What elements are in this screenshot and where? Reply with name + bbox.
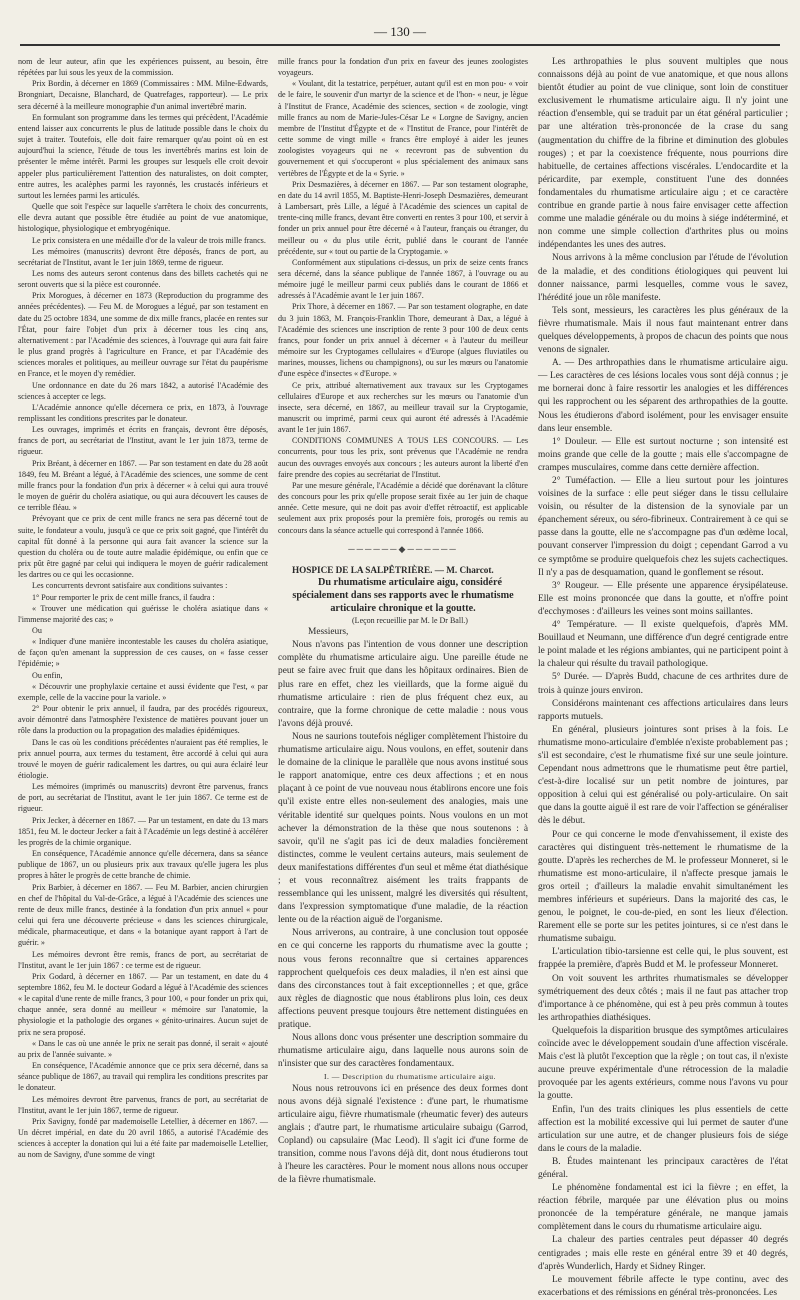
lecture-note: (Leçon recueillie par M. le Dr Ball.) [352, 616, 468, 626]
paragraph: A. — Des arthropathies dans le rhumatisme articulaire aigu. — Les caractères de ces lésions locales vous sont déjà connus ; je me bornerai donc à faire ressortir les analogies et les différences qui les rapprochent ou les séparent des arthropathies de la goutte. Nous les étudierons d'abord isolément, pour les envisager ensuite dans leur ensemble. [538, 358, 788, 434]
paragraph: Prévoyant que ce prix de cent mille francs ne sera pas décerné tout de suite, le fondateur a voulu, jusqu'à ce que ce prix soit gagné, que l'intérêt du capital fût donné à la personne qui aura fait avancer la science sur la question du choléra ou de toute autre maladie épidémique, ou enfin que ce prix pût être gagné par celui qui indiquera le moyen de guérir radicalement les dartres ou ce qui les occasionne. [18, 514, 268, 580]
paragraph: Les mémoires devront être parvenus, francs de port, au secrétariat de l'Institut, avant le 1er juin 1867, terme de rigueur. [18, 1094, 268, 1115]
hospital-heading [278, 565, 528, 576]
paragraph: « Découvrir une prophylaxie certaine et aussi évidente que l'est, « par exemple, celle de la vaccine pour la variole. » [18, 681, 268, 702]
paragraph: Les mémoires (imprimés ou manuscrits) devront être parvenus, francs de port, au secrétariat de l'Institut, avant le 1er juin 1867. Ce terme est de rigueur. [18, 782, 268, 814]
paragraph: En formulant son programme dans les termes qui précèdent, l'Académie entend laisser aux concurrents le plus de latitude possible dans le choix du sujet à traiter. Toutefois, elle doit faire remarquer qu'au point où en est aujourd'hui la science, l'étude de tous les invertébrés marins est loin de présenter le même intérêt. Parmi les groupes sur lesquels elle croit devoir appeler plus particulièrement l'attention des naturalistes, on doit compter, entre autres, les acalèphes parmi les rayonnés, les crustacés inférieurs et surtout les lernées parmi les articulés. [18, 112, 268, 200]
paragraph: Ou [32, 625, 42, 635]
paragraph: Prix Morogues, à décerner en 1873 (Reproduction du programme des années précédentes). — Feu M. de Morogues a légué, par son testament en date du 25 octobre 1834, une somme de dix mille francs, placée en rentes sur l'État, pour faire l'objet d'un prix à décerner tous les cinq ans, alternativement : par l'Académie des sciences, à l'ouvrage qui aura fait faire le plus grand progrès à l'agriculture en France, et par l'Académie des sciences morales et politiques, au meilleur ouvrage sur l'état du paupérisme en France, et le moyen d'y remédier. [18, 291, 268, 379]
paragraph: Les mémoires (manuscrits) devront être déposés, francs de port, au secrétariat de l'Institut, avant le 1er juin 1869, terme de rigueur. [18, 246, 268, 267]
text-columns [18, 56, 788, 1298]
paragraph: Prix Godard, à décerner en 1867. — Par un testament, en date du 4 septembre 1862, feu M. le docteur Godard a légué à l'Académie des sciences « le capital d'une rente de mille francs, 3 pour 100, « pour fonder un prix qui, chaque année, sera donné au meilleur « mémoire sur l'anatomie, la physiologie et la pathologie des organes « génito-urinaires. Aucun sujet de prix ne sera proposé. [18, 971, 268, 1037]
paragraph: B. Études maintenant les principaux caractères de l'état général. [538, 1156, 788, 1180]
column-right [538, 56, 788, 1298]
paragraph: CONDITIONS COMMUNES A TOUS LES CONCOURS. — Les concurrents, pour tous les prix, sont prévenus que l'Académie ne rendra aucun des ouvrages envoyés aux concours ; les auteurs auront la liberté d'en faire prendre des copies au secrétariat de l'Institut. [278, 436, 528, 479]
paragraph: Le prix consistera en une médaille d'or de la valeur de trois mille francs. [32, 235, 266, 245]
paragraph: 2° Pour obtenir le prix annuel, il faudra, par des procédés rigoureux, avoir démontré dans l'atmosphère l'existence de matières pouvant jouer un rôle dans la production ou la propagation des maladies épidémiques. [18, 704, 268, 736]
paragraph: On voit souvent les arthrites rhumatismales se développer symétriquement des deux côtés ; mais il ne faut pas attacher trop d'importance à ce phénomène, qui est à peu près commun à toutes les arthropathies diathésiques. [538, 973, 788, 1023]
paragraph: Nous ne saurions toutefois négliger complètement l'histoire du rhumatisme articulaire aigu. Nous voulons, en effet, soutenir dans le domaine de la clinique le parallèle que nous avons institué sous le rapport anatomique, entre ces deux affections ; et en nous plaçant à ce point de vue nouveau nous établirons encore une fois qu'il existe entre elles non-seulement des analogies, mais une véritable identité sur quelques points. Nous voulons en un mot achever la démonstration de la thèse que nous soutenons : à savoir, qu'il ne s'agit pas ici de deux maladies foncièrement distinctes, comme le veulent certains auteurs, mais seulement de deux manifestations différentes d'un seul et même état diathésique ; et vous reconnaîtrez aisément les traits frappants de ressemblance qui les unissent, malgré les diversités qui résultent, dans l'expression symptomatique d'une maladie, de la réaction lente ou de la réaction aiguë de l'organisme. [278, 731, 528, 926]
paragraph: La chaleur des parties centrales peut dépasser 40 degrés centigrades ; mais elle reste en général entre 39 et 40 degrés, d'après Wunderlich, Hardy et Sidney Ringer. [538, 1235, 788, 1272]
paragraph: Ce prix, attribué alternativement aux travaux sur les Cryptogames cellulaires d'Europe et aux recherches sur les mœurs ou l'anatomie d'un insecte, sera décerné, en 1867, au meilleur travail sur la Cryptogamie, manuscrit ou imprimé, parmi ceux qui auront été adressés à l'Académie avant le 1er juin 1867. [278, 380, 528, 435]
hospital-name: HOSPICE DE LA SALPÊTRIÈRE. [292, 564, 433, 575]
paragraph: Prix Jecker, à décerner en 1867. — Par un testament, en date du 13 mars 1851, feu M. le docteur Jecker a fait à l'Académie un legs destiné à accélérer les progrès de la chimie organique. [18, 815, 268, 847]
paragraph: Par une mesure générale, l'Académie a décidé que dorénavant la clôture des concours pour les prix qu'elle propose serait fixée au 1er juin de chaque année. Cette mesure, qui ne doit pas avoir d'effet rétroactif, est applicable seulement aux prix proposés pour la première fois, prorogés ou remis au concours dans la séance actuelle qui correspond à l'année 1866. [278, 480, 528, 535]
paragraph: 3° Rougeur. — Elle présente une apparence érysipélateuse. Elle est moins prononcée que dans la goutte, et n'offre point d'ecchymoses : d'ailleurs les veines sont moins saillantes. [538, 580, 788, 617]
paragraph: En conséquence, l'Académie annonce qu'elle décernera, dans sa séance publique de 1867, un ou plusieurs prix aux travaux qu'elle jugera les plus propres à hâter le progrès de cette branche de chimie. [18, 849, 268, 881]
paragraph: Les mémoires devront être remis, francs de port, au secrétariat de l'Institut, avant le 1er juin 1867 : ce terme est de rigueur. [18, 949, 268, 970]
paragraph: « Trouver une médication qui guérisse le choléra asiatique dans « l'immense majorité des cas; » [18, 603, 268, 624]
column-middle [278, 56, 528, 1186]
paragraph: Une ordonnance en date du 26 mars 1842, a autorisé l'Académie des sciences à accepter ce legs. [18, 380, 268, 401]
paragraph: Tels sont, messieurs, les caractères les plus généraux de la fièvre rhumatismale. Mais il nous faut maintenant entrer dans quelques développements, à propos de chacun des points que nous venons de signaler. [538, 305, 788, 356]
lecturer-name: — M. Charcot. [434, 564, 494, 575]
paragraph: « Indiquer d'une manière incontestable les causes du choléra asiatique, de façon qu'en amenant la suppression de ces causes, on « fasse cesser l'épidémie; » [18, 637, 268, 669]
paragraph: mille francs pour la fondation d'un prix en faveur des jeunes zoologistes voyageurs. [278, 57, 528, 78]
paragraph: Prix Bréant, à décerner en 1867. — Par son testament en date du 28 août 1849, feu M. Bréant a légué, à l'Académie des sciences, une somme de cent mille francs pour la fondation d'un prix à décerner « à celui qui aura trouvé le moyen de guérir du choléra asiatique, ou qui aura découvert les causes de ce terrible fléau. » [18, 458, 268, 513]
page-number: — 130 — [374, 24, 426, 39]
paragraph: 1° Douleur. — Elle est surtout nocturne ; son intensité est moins grande que celle de la goutte ; mais elle s'accompagne de crampes musculaires, comme dans cette dernière affection. [538, 436, 788, 473]
paragraph: Prix Thore, à décerner en 1867. — Par son testament olographe, en date du 3 juin 1863, M. François-Franklin Thore, demeurant à Dax, a légué à l'Académie des sciences une inscription de rente 3 pour 100 de deux cents francs, pour fonder un prix annuel à décerner « à l'auteur du meilleur mémoire sur les Cryptogames cellulaires « d'Europe (algues fluviatiles ou marines, mousses, lichens ou champignons), ou sur les mœurs ou l'anatomie d'une espèce d'insectes « d'Europe. » [278, 302, 528, 379]
paragraph: 5° Durée. — D'après Budd, chacune de ces arthrites dure de trois à quinze jours environ. [538, 672, 788, 696]
paragraph: 1° Pour remporter le prix de cent mille francs, il faudra : [32, 592, 215, 602]
paragraph: Quelquefois la disparition brusque des symptômes articulaires coïncide avec le développement soudain d'une affection viscérale. Mais c'est là plutôt l'exception que la règle ; on tout cas, il n'existe aucune preuve expérimentale d'une rétrocession de la maladie provoquée par les agents extérieurs, comme nous l'avons vu pour la goutte. [538, 1025, 788, 1102]
paragraph: Nous arrivons à la même conclusion par l'étude de l'évolution de la maladie, et des conditions étiologiques qui peuvent lui donner naissance, parmi lesquelles, comme vous le savez, l'hérédité joue un rôle manifeste. [538, 253, 788, 303]
paragraph: Les ouvrages, imprimés et écrits en français, devront être déposés, francs de port, au secrétariat de l'Institut, avant le 1er juin 1873, terme de rigueur. [18, 425, 268, 457]
paragraph: Les arthropathies le plus souvent multiples que nous connaissons déjà au point de vue anatomique, et que nous allons bientôt étudier au point de vue clinique, sont loin de constituer exclusivement le rhumatisme articulaire aigu. Il n'y joint une réaction d'ensemble, qui se traduit par un état général particulier ; par une altération très-prononcée de la crase du sang (augmentation du chiffre de la fibrine et diminution des globules rouges) ; et par la coexistence fréquente, nous pourrions dire habituelle, de certaines affections viscérales. L'endocardite et la péricardite, par exemple, constituent l'une des données fondamentales du rhumatisme articulaire aigu ; et ce caractère contribue en grande partie à nous faire envisager cette affection comme une maladie générale ou du moins à siége indéterminé, et non comme une simple collection d'arthrites plus ou moins indépendantes les unes des autres. [538, 57, 788, 251]
paragraph: Dans le cas où les conditions précédentes n'auraient pas été remplies, le prix annuel pourra, aux termes du testament, être accordé à celui qui aura trouvé le moyen de guérir radicalement les dartres, ou qui aura éclairé leur étiologie. [18, 737, 268, 780]
paragraph: En conséquence, l'Académie annonce que ce prix sera décerné, dans sa séance publique de 1867, au travail qui remplira les conditions prescrites par le donateur. [18, 1061, 268, 1093]
column-left [18, 56, 268, 1161]
paragraph: Nous n'avons pas l'intention de vous donner une description complète du rhumatisme articulaire aigu. Une pareille étude ne peut se faire avec fruit que dans les hôpitaux ordinaires. Bien de plus rare en effet, chez les vieillards, que la forme aiguë du rhumatisme articulaire : rien de plus fréquent chez eux, au contraire, que la forme chronique de cette maladie : nous vous l'avons déjà prouvé. [278, 640, 528, 729]
paragraph: « Dans le cas où une année le prix ne serait pas donné, il serait « ajouté au prix de l'année suivante. » [18, 1038, 268, 1059]
salutation: Messieurs, [308, 627, 349, 638]
paragraph: Nous arriverons, au contraire, à une conclusion tout opposée en ce qui concerne les rapports du rhumatisme avec la goutte ; nous vous ferons reconnaître que si certaines apparences rapprochent quelquefois ces deux maladies, il n'en est ainsi que dans des circonstances tout à fait exceptionnelles ; et que, grâce aux règles de diagnostic que nous établirons plus loin, ces deux affections peuvent presque toujours être nettement distinguées en pratique. [278, 928, 528, 1030]
paragraph: En général, plusieurs jointures sont prises à la fois. Le rhumatisme mono-articulaire d'emblée n'existe probablement pas ; s'il est secondaire, c'est le rhumatisme fixé sur une seule jointure. Cependant nous admettrons que le rhumatisme peut être partiel, c'est-à-dire localisé sur un petit nombre de jointures, par opposition à celui qui est généralisé ou poly-articulaire. On sait que dans la goutte aiguë il est rare de voir l'affection se généraliser dès le début. [538, 724, 788, 827]
paragraph: nom de leur auteur, afin que les expériences puissent, au besoin, être répétées par lui sous les yeux de la commission. [18, 57, 268, 78]
paragraph: Quelle que soit l'espèce sur laquelle s'arrêtera le choix des concurrents, elle devra autant que possible être étudiée au point de vue anatomique, histologique, physiologique et embryogénique. [18, 202, 268, 234]
paragraph: « Voulant, dit la testatrice, perpétuer, autant qu'il est en mon pou- « voir de le faire, le souvenir d'un martyr de la science et de l'hon- « neur, je lègue à l'Institut de France, Académie des sciences, section « de zoologie, vingt mille francs au nom de Marie-Jules-César Le « Lorgne de Savigny, ancien membre de l'Institut d'Égypte et de « l'Institut de France, pour l'intérêt de cette somme de vingt mille « francs être employé à aider les jeunes zoologistes voyageurs qui ne « recevront pas de subvention du gouvernement et qui s'occuperont « plus spécialement des animaux sans vertèbres de l'Égypte et de la « Syrie. » [278, 79, 528, 178]
paragraph: Pour ce qui concerne le mode d'envahissement, il existe des caractères qui distinguent très-nettement le rhumatisme de la goutte. D'après les recherches de M. le professeur Monneret, si le rhumatisme est mono-articulaire, il n'affecte presque jamais le gros orteil ; d'ailleurs la maladie envahit simultanément les membres inférieurs et supérieurs. Dans la majorité des cas, le genou, le poignet, le cou-de-pied, en sont les lieux d'élection. Rarement elle se porte sur les petites jointures, si ce n'est dans le rhumatisme subaigu. [538, 829, 788, 945]
paragraph: Enfin, l'un des traits cliniques les plus essentiels de cette affection est la mobilité excessive qui lui permet de sauter d'une articulation sur une autre, et de changer plusieurs fois de siége dans le cours de la maladie. [538, 1104, 788, 1154]
paragraph: Le mouvement fébrile affecte le type continu, avec des exacerbations et des rémissions en général très-prononcées. Les [538, 1274, 788, 1298]
page-header [20, 18, 780, 46]
paragraph: L'Académie annonce qu'elle décernera ce prix, en 1873, à l'ouvrage remplissant les conditions prescrites par le donateur. [18, 402, 268, 423]
paragraph: Prix Barbier, à décerner en 1867. — Feu M. Barbier, ancien chirurgien en chef de l'hôpital du Val-de-Grâce, a légué à l'Académie des sciences une rente de deux mille francs, destinée à la fondation d'un prix annuel « pour celui qui fera une découverte précieuse « dans les sciences chirurgicale, médicale, pharmaceutique, et dans « la botanique ayant rapport à l'art de guérir. » [18, 882, 268, 948]
paragraph: Prix Savigny, fondé par mademoiselle Letellier, à décerner en 1867. — Un décret impérial, en date du 20 avril 1865, a autorisé l'Académie des sciences à accepter la donation qui lui a été faite par mademoiselle Letellier, au nom de Savigny, d'une somme de vingt [18, 1116, 268, 1160]
paragraph: Ou enfin, [32, 670, 63, 680]
paragraph: Conformément aux stipulations ci-dessus, un prix de seize cents francs sera décerné, dans la séance publique de l'année 1867, à l'ouvrage ou au mémoire jugé le meilleur parmi ceux publiés dans le courant de 1866 et adressés à l'Académie avant le 1er juin 1867. [278, 257, 528, 301]
paragraph: 2° Tuméfaction. — Elle a lieu surtout pour les jointures voisines de la surface : elle peut siéger dans le tissu cellulaire voisin, ou résulter de la distension de la synoviale par un épanchement séreux, ou séro-fibrineux. Contrairement à ce qui se passe dans la goutte, elle ne s'accompagne pas d'un œdème local, pouvant conserver l'impression du doigt ; cependant Garrod a vu ce symptôme se produire quelquefois chez les sujets cachectiques. Il n'y a pas de desquamation, quand le gonflement se résout. [538, 476, 788, 578]
paragraph: Les noms des auteurs seront contenus dans des billets cachetés qui ne seront ouverts que si la pièce est couronnée. [18, 268, 268, 290]
lecture-title: Du rhumatisme articulaire aigu, considéré spécialement dans ses rapports avec le rhumatisme articulaire chronique et la goutte. [292, 577, 514, 615]
paragraph: Les concurrents devront satisfaire aux conditions suivantes : [32, 581, 228, 591]
paragraph: Prix Desmazières, à décerner en 1867. — Par son testament olographe, en date du 14 avril 1855, M. Baptiste-Henri-Joseph Desmazières, demeurant à Lambersart, près Lille, a légué à l'Académie des sciences un capital de trente-cinq mille francs, devant être converti en rentes 3 pour 100, et servir à fonder un prix annuel pour être décerné « à l'auteur, français ou étranger, du meilleur ou « du plus utile écrit, publié dans le courant de l'année précédente, sur « tout ou partie de la Cryptogamie. » [278, 179, 528, 256]
paragraph: Nous nous retrouvons ici en présence des deux formes dont nous avons déjà signalé l'existence : d'une part, le rhumatisme articulaire aigu, fièvre rhumatismale (rheumatic fever) des auteurs anglais ; d'autre part, le rhumatisme articulaire subaigu (Garrod, Copland) ou capsulaire (Mac Leod). Il s'agit ici d'une forme de transition, comme nous l'avons déjà dit, dont nous étudierons tout à l'heure les caractères. Pour le moment nous allons nous occuper de la fièvre rhumatismale. [278, 1083, 528, 1186]
paragraph: 4° Température. — Il existe quelquefois, d'après MM. Bouillaud et Neumann, une différence d'un degré centigrade entre le point malade et les régions ambiantes, qui ne participent point à la chaleur qui résulte du travail pathologique. [538, 620, 788, 670]
paragraph: Prix Bordin, à décerner en 1869 (Commissaires : MM. Milne-Edwards, Brongniart, Decaisne, Blanchard, de Quatrefages, rapporteur). — Le prix sera décerné à la meilleure monographie d'un animal invertébré marin. [18, 79, 268, 111]
section-separator: ──────◆────── [348, 543, 458, 554]
paragraph: Nous allons donc vous présenter une description sommaire du rhumatisme articulaire aigu, dans laquelle nous aurons soin de n'insister que sur des caractères fondamentaux. [278, 1033, 528, 1070]
paragraph: Considérons maintenant ces affections articulaires dans leurs rapports mutuels. [538, 698, 788, 722]
section-subheading: I. — Description du rhumatisme articulaire aigu. [323, 1072, 497, 1082]
paragraph: L'articulation tibio-tarsienne est celle qui, le plus souvent, est frappée la première, d'après Budd et M. le professeur Monneret. [538, 947, 788, 971]
paragraph: Le phénomène fondamental est ici la fièvre ; en effet, la réaction fébrile, marquée par une élévation plus ou moins prononcée de la température générale, ne manque jamais complètement dans le cours du rhumatisme articulaire aigu. [538, 1183, 788, 1233]
